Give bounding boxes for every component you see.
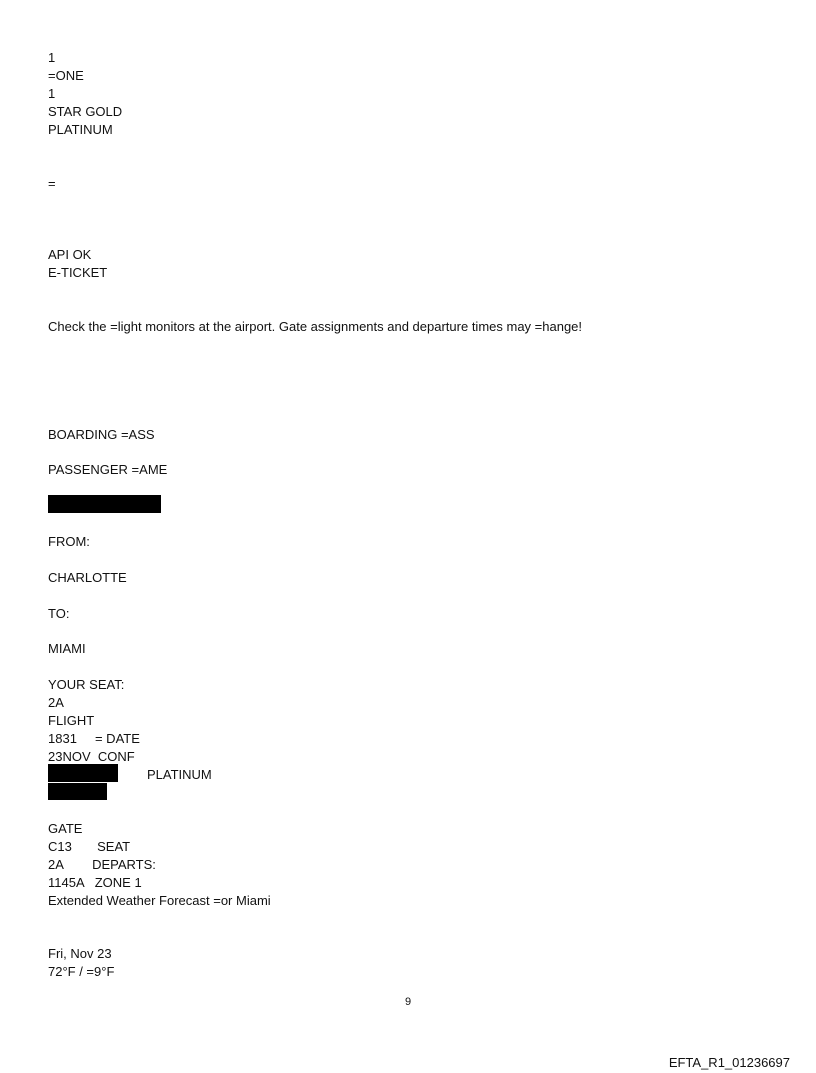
gate-seat-line: C13 SEAT bbox=[48, 839, 131, 854]
document-id: EFTA_R1_01236697 bbox=[668, 1055, 790, 1070]
passenger-name-redaction bbox=[48, 495, 161, 513]
departs-zone-line: 1145A ZONE 1 bbox=[48, 875, 142, 890]
header-line-6: = bbox=[48, 176, 56, 191]
api-status: API OK bbox=[48, 247, 92, 262]
seat-departs-line: 2A DEPARTS: bbox=[48, 857, 156, 872]
boarding-pass-title: BOARDING =ASS bbox=[48, 427, 155, 442]
from-label: FROM: bbox=[48, 534, 90, 549]
seat-value: 2A bbox=[48, 695, 64, 710]
confirmation-redaction bbox=[48, 764, 118, 782]
weather-title: Extended Weather Forecast =or Miami bbox=[48, 893, 271, 908]
secondary-redaction bbox=[48, 783, 107, 800]
from-city: CHARLOTTE bbox=[48, 570, 127, 585]
header-line-3: 1 bbox=[48, 86, 56, 101]
header-line-4: STAR GOLD bbox=[48, 104, 123, 119]
header-line-5: PLATINUM bbox=[48, 122, 113, 137]
gate-label: GATE bbox=[48, 821, 83, 836]
page-number: 9 bbox=[404, 996, 412, 1008]
flight-date-line: 1831 = DATE bbox=[48, 731, 140, 746]
passenger-label: PASSENGER =AME bbox=[48, 462, 168, 477]
to-city: MIAMI bbox=[48, 641, 86, 656]
weather-day: Fri, Nov 23 bbox=[48, 946, 112, 961]
ticket-type: E-TICKET bbox=[48, 265, 108, 280]
flight-label: FLIGHT bbox=[48, 713, 95, 728]
header-line-2: =ONE bbox=[48, 68, 84, 83]
date-conf-line: 23NOV CONF bbox=[48, 749, 135, 764]
flight-notice: Check the =light monitors at the airport. Gate assignments and departure times may =hange! bbox=[48, 319, 583, 334]
to-label: TO: bbox=[48, 606, 70, 621]
seat-label: YOUR SEAT: bbox=[48, 677, 125, 692]
tier-status: PLATINUM bbox=[147, 767, 212, 782]
weather-temps: 72°F / =9°F bbox=[48, 964, 115, 979]
header-line-1: 1 bbox=[48, 50, 56, 65]
